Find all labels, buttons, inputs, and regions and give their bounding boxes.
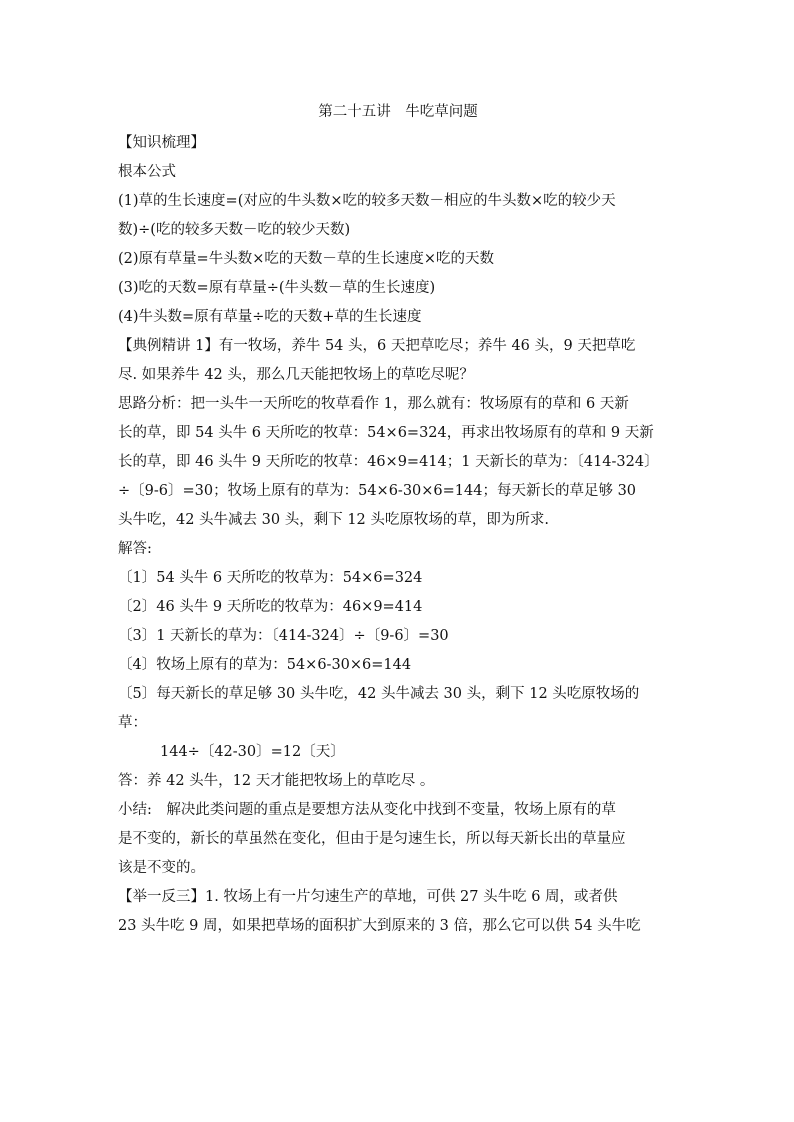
- example-problem-line-2: 尽. 如果养牛 42 头，那么几天能把牧场上的草吃尽呢？: [118, 367, 474, 383]
- analysis-line-4: ÷〔9-6〕=30；牧场上原有的草为：54×6-30×6=144；每天新长的草足够 30: [118, 483, 637, 499]
- practice-problem-line-1: 【举一反三】1. 牧场上有一片匀速生产的草地，可供 27 头牛吃 6 周，或者供: [118, 889, 618, 905]
- formula-2: (2)原有草量=牛头数×吃的天数－草的生长速度×吃的天数: [118, 251, 494, 267]
- formula-4: (4)牛头数=原有草量÷吃的天数+草的生长速度: [118, 309, 422, 325]
- example-problem-line-1: 【典例精讲 1】有一牧场，养牛 54 头，6 天把草吃尽；养牛 46 头，9 天把草吃: [118, 338, 636, 354]
- summary-line-1: 小结: 解决此类问题的重点是要想方法从变化中找到不变量，牧场上原有的草: [118, 802, 616, 818]
- solution-step-2: 〔2〕46 头牛 9 天所吃的牧草为：46×9=414: [118, 599, 423, 615]
- formula-1-line-2: 数)÷(吃的较多天数－吃的较少天数): [118, 222, 351, 238]
- summary-line-2: 是不变的，新长的草虽然在变化，但由于是匀速生长，所以每天新长出的草量应: [118, 831, 626, 847]
- solution-step-1: 〔1〕54 头牛 6 天所吃的牧草为：54×6=324: [118, 570, 423, 586]
- analysis-line-5: 头牛吃，42 头牛减去 30 头，剩下 12 头吃原牧场的草，即为所求.: [118, 512, 550, 528]
- practice-problem-line-2: 23 头牛吃 9 周，如果把草场的面积扩大到原来的 3 倍，那么它可以供 54 头牛吃: [118, 918, 641, 934]
- analysis-line-1: 思路分析：把一头牛一天所吃的牧草看作 1，那么就有：牧场原有的草和 6 天新: [118, 396, 629, 412]
- analysis-line-2: 长的草，即 54 头牛 6 天所吃的牧草：54×6=324，再求出牧场原有的草和 9 天新: [118, 425, 654, 441]
- section-heading-knowledge: 【知识梳理】: [118, 135, 205, 151]
- solution-calculation: 144÷〔42-30〕=12〔天〕: [160, 744, 345, 760]
- document-page: [118, 101, 678, 941]
- solution-step-3: 〔3〕1 天新长的草为：〔414-324〕÷〔9-6〕=30: [118, 628, 449, 644]
- summary-line-3: 该是不变的。: [118, 860, 205, 876]
- answer: 答：养 42 头牛，12 天才能把牧场上的草吃尽 。: [118, 773, 435, 789]
- solution-step-5-line-2: 草：: [118, 715, 147, 731]
- formula-3: (3)吃的天数=原有草量÷(牛头数－草的生长速度): [118, 280, 436, 296]
- formula-1-line-1: (1)草的生长速度=(对应的牛头数×吃的较多天数－相应的牛头数×吃的较少天: [118, 193, 616, 209]
- solution-step-5-line-1: 〔5〕每天新长的草足够 30 头牛吃，42 头牛减去 30 头，剩下 12 头吃原牧场的: [118, 686, 640, 702]
- solution-label: 解答:: [118, 541, 152, 557]
- lecture-title: 第二十五讲 牛吃草问题: [318, 104, 478, 120]
- solution-step-4: 〔4〕牧场上原有的草为：54×6-30×6=144: [118, 657, 412, 673]
- subheading-basic-formulas: 根本公式: [118, 164, 176, 180]
- analysis-line-3: 长的草，即 46 头牛 9 天所吃的牧草：46×9=414；1 天新长的草为：〔414-324〕: [118, 454, 659, 470]
